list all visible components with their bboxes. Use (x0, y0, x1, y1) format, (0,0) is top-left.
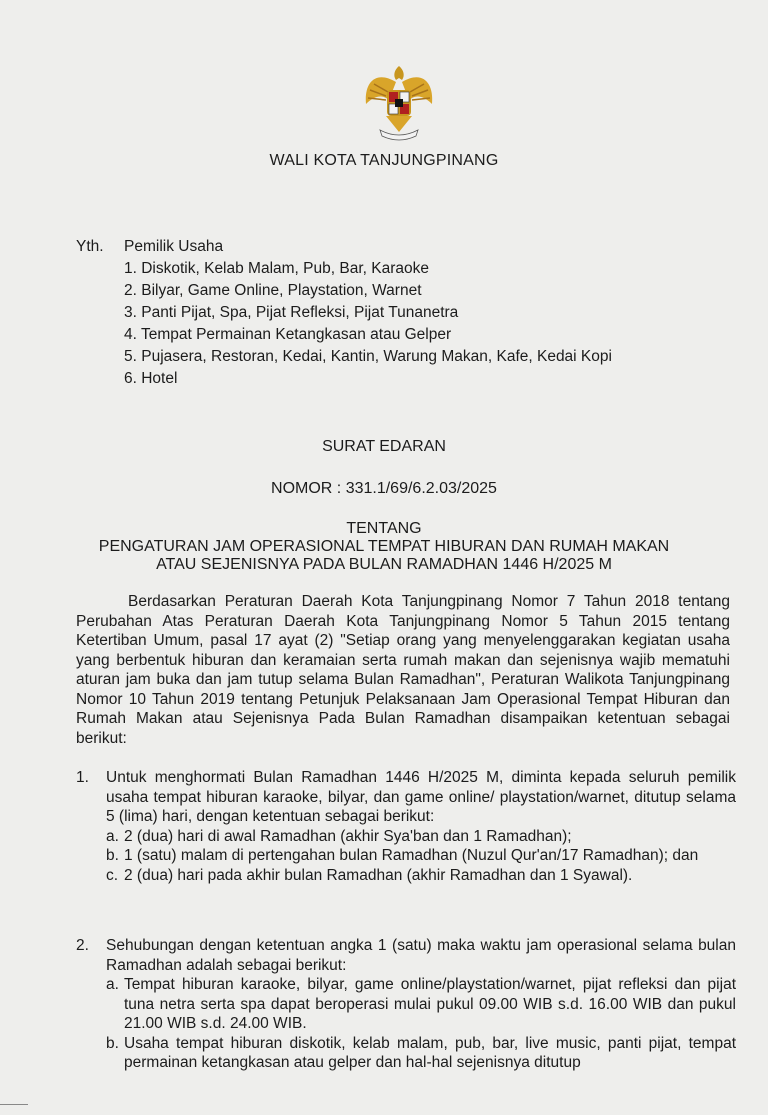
list-item: 4. Tempat Permainan Ketangkasan atau Gelper (124, 326, 452, 343)
garuda-emblem-icon (356, 60, 442, 146)
sub-item (106, 1034, 736, 1073)
about-label: TENTANG (346, 520, 422, 537)
point-2 (76, 936, 736, 1073)
subject-line-2: ATAU SEJENISNYA PADA BULAN RAMADHAN 1446 H/2025 M (156, 556, 612, 573)
issuer-title: WALI KOTA TANJUNGPINANG (269, 152, 499, 169)
sub-letter: a. (106, 976, 119, 993)
recipient-list (124, 258, 612, 390)
sub-item (106, 975, 736, 1034)
sub-text: 2 (dua) hari pada akhir bulan Ramadhan (akhir Ramadhan dan 1 Syawal). (124, 866, 633, 884)
sub-letter: b. (106, 847, 119, 864)
sub-item (106, 827, 736, 847)
list-item: 3. Panti Pijat, Spa, Pijat Refleksi, Pijat Tunanetra (124, 304, 459, 321)
sub-item (106, 846, 736, 866)
list-item: 1. Diskotik, Kelab Malam, Pub, Bar, Karaoke (124, 260, 429, 277)
sub-letter: a. (106, 827, 119, 845)
point-text: Untuk menghormati Bulan Ramadhan 1446 H/2025 M, diminta kepada seluruh pemilik usaha tempat hiburan karaoke, bilyar, dan game online/ playstation/warnet, ditutup selama 5 (lima) hari, dengan ketentuan sebagai berikut: (106, 769, 736, 825)
sub-letter: c. (106, 866, 119, 884)
recipient-name: Pemilik Usaha (124, 238, 224, 255)
yth-label: Yth. (76, 238, 104, 255)
sub-text: Usaha tempat hiburan diskotik, kelab malam, pub, bar, live music, panti pijat, tempat permainan ketangkasan atau gelper dan hal-hal sejenisnya ditutup (124, 1034, 736, 1071)
list-item: 5. Pujasera, Restoran, Kedai, Kantin, Warung Makan, Kafe, Kedai Kopi (124, 348, 612, 365)
letter-type: SURAT EDARAN (322, 438, 446, 455)
subject-line-1: PENGATURAN JAM OPERASIONAL TEMPAT HIBURAN DAN RUMAH MAKAN (98, 538, 670, 555)
sub-text: Tempat hiburan karaoke, bilyar, game online/playstation/warnet, pijat refleksi dan pijat tuna netra serta spa dapat beroperasi mulai pukul 09.00 WIB s.d. 16.00 WIB dan pukul 21.00 WIB s.d. 24.00 WIB. (124, 976, 736, 1032)
point-number: 2. (76, 937, 89, 954)
sub-text: 1 (satu) malam di pertengahan bulan Ramadhan (Nuzul Qur'an/17 Ramadhan); dan (124, 847, 699, 864)
sub-text: 2 (dua) hari di awal Ramadhan (akhir Sya'ban dan 1 Ramadhan); (124, 827, 572, 845)
point-text: Sehubungan dengan ketentuan angka 1 (satu) maka waktu jam operasional selama bulan Ramadhan adalah sebagai berikut: (106, 937, 736, 974)
intro-paragraph: Berdasarkan Peraturan Daerah Kota Tanjungpinang Nomor 7 Tahun 2018 tentang Perubahan Atas Peraturan Daerah Kota Tanjungpinang Nomor 5 Tahun 2015 tentang Ketertiban Umum, pasal 17 ayat (2) "Setiap orang yang menyelenggarakan kegiatan usaha yang berbentuk hiburan dan keramaian serta rumah makan dan sejenisnya wajib mematuhi aturan jam buka dan jam tutup selama Bulan Ramadhan", Peraturan Walikota Tanjungpinang Nomor 10 Tahun 2019 tentang Petunjuk Pelaksanaan Jam Operasional Tempat Hiburan dan Rumah Makan atau Sejenisnya Pada Bulan Ramadhan disampaikan ketentuan sebagai berikut: (76, 593, 730, 747)
point-1 (76, 768, 736, 885)
letter-number: NOMOR : 331.1/69/6.2.03/2025 (271, 480, 497, 497)
list-item: 6. Hotel (124, 370, 178, 387)
list-item: 2. Bilyar, Game Online, Playstation, Warnet (124, 282, 422, 299)
sub-item (106, 866, 736, 886)
sub-letter: b. (106, 1034, 119, 1052)
point-number: 1. (76, 769, 89, 786)
page-edge-mark (0, 1104, 28, 1115)
